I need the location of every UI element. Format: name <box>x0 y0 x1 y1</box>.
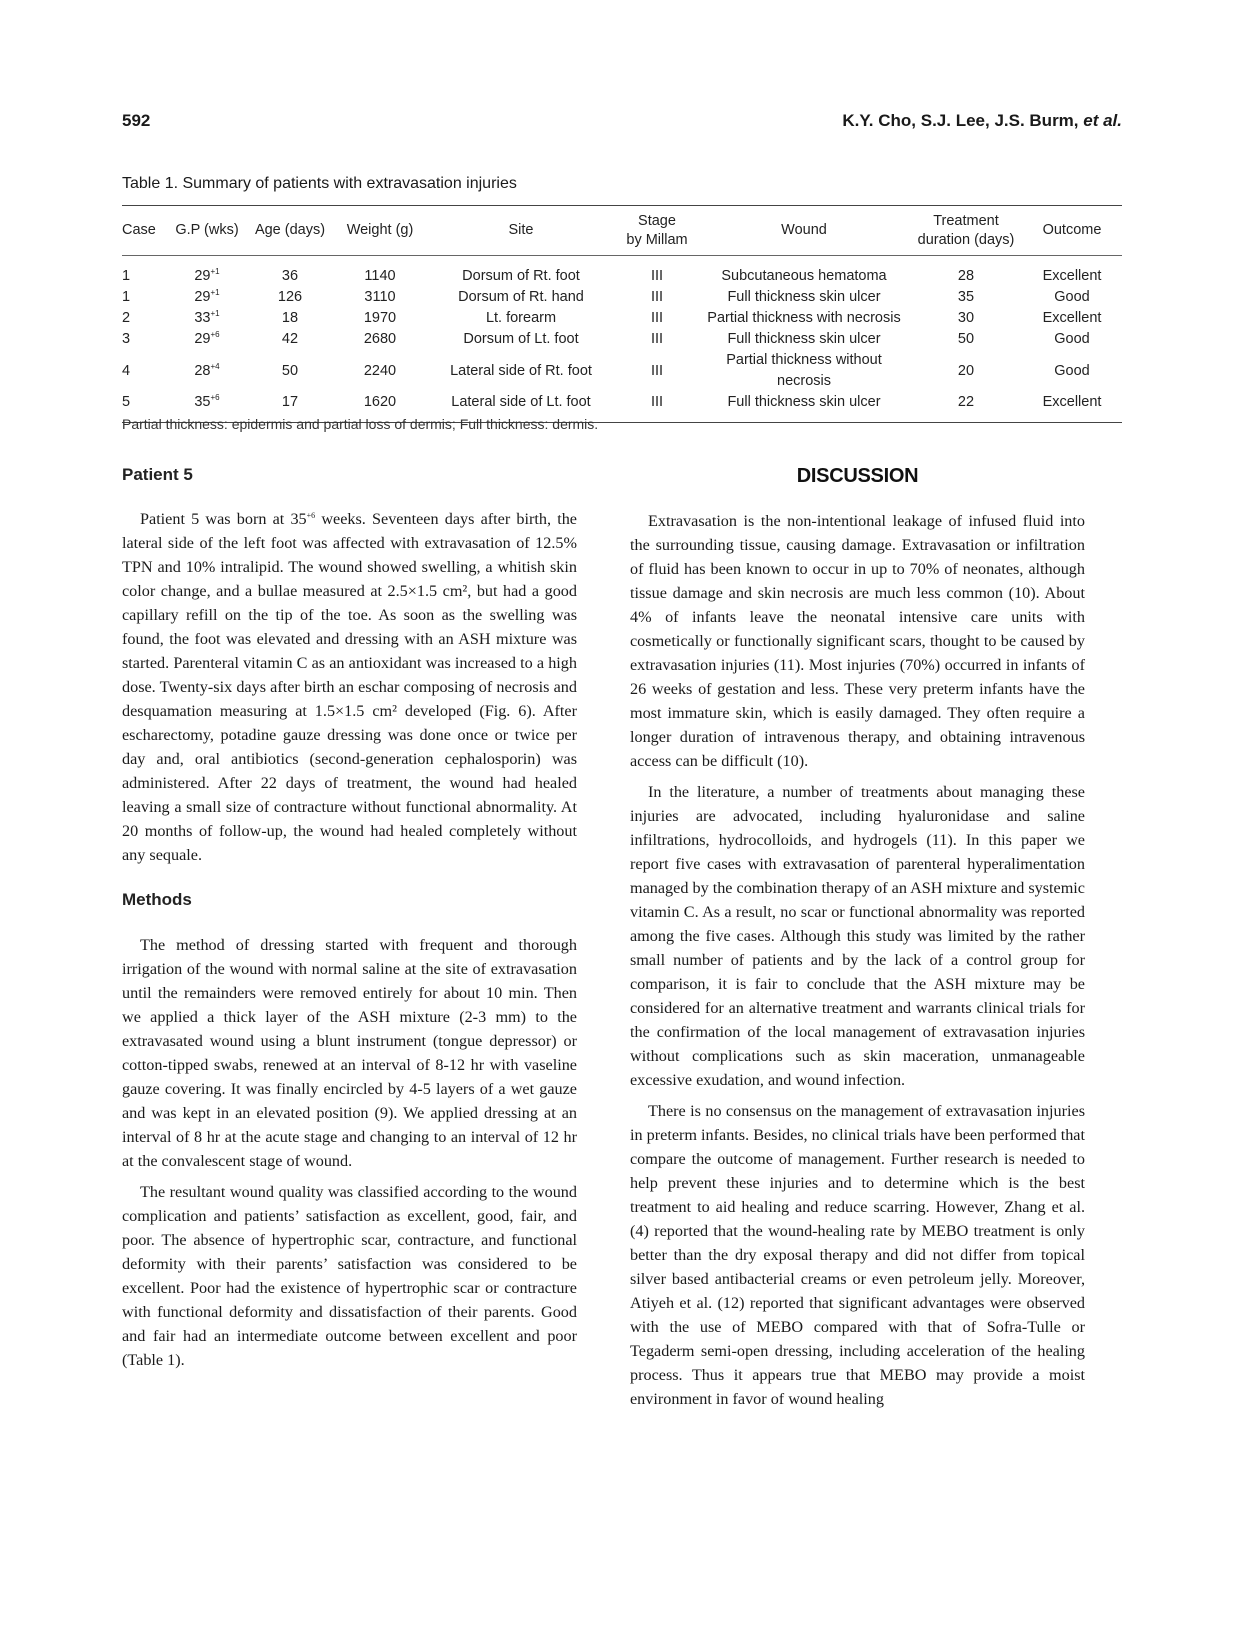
table-row <box>122 287 1122 308</box>
table-cell-duration: 35 <box>957 289 975 305</box>
table-cell-age: 36 <box>281 268 299 284</box>
col-header-wound: Wound <box>781 222 827 238</box>
table-cell-outcome: Excellent <box>1042 268 1102 284</box>
table-cell-wound: Partial thickness without necrosis <box>726 352 882 389</box>
table-cell-age: 126 <box>277 289 303 305</box>
table-cell-gp: $29^{+6}$ <box>194 330 220 347</box>
table-cell-outcome: Good <box>1054 331 1090 347</box>
col-header-case: Case <box>122 222 156 238</box>
table-cell-weight: 1620 <box>363 394 397 410</box>
discussion-paragraph-2: In the literature, a number of treatments about managing these injuries are advocated, including hyaluronidase and saline infiltrations, hydrocolloids, and hydrogels (11). In this paper we report five cases with extravasation of parenteral hyperalimentation managed by the combination therapy of an ASH mixture and systemic vitamin C. As a result, no scar or functional abnormality was reported among the five cases. Although this study was limited by the rather small number of patients and by the lack of a control group for comparison, it is fair to conclude that the ASH mixture may be considered for an alternative treatment and warrants clinical trials for the confirmation of the local management of extravasation injuries without complications such as skin maceration, unmanageable excessive exudation, and wound infection. <box>630 783 1085 1089</box>
patient-table <box>122 205 1122 423</box>
table-row <box>122 329 1122 350</box>
table-caption: Table 1. Summary of patients with extravasation injuries <box>122 175 517 192</box>
discussion-heading: DISCUSSION <box>796 465 919 487</box>
col-header-stage: Stage by Millam <box>626 212 688 248</box>
table-cell-stage: III <box>650 394 664 410</box>
table-cell-outcome: Good <box>1054 362 1090 379</box>
table-cell-duration: 20 <box>957 362 975 379</box>
table-cell-stage: III <box>650 310 664 326</box>
running-head <box>842 111 1122 131</box>
table-cell-weight: 1140 <box>364 268 396 284</box>
table-cell-age: 50 <box>281 362 299 379</box>
table-header-row <box>122 206 1122 256</box>
table-cell-age: 42 <box>281 331 299 347</box>
table-cell-wound: Full thickness skin ulcer <box>727 331 881 347</box>
table-cell-age: 18 <box>281 310 299 326</box>
col-header-weight: Weight (g) <box>346 222 414 238</box>
table-cell-outcome: Excellent <box>1042 394 1102 410</box>
col-header-outcome: Outcome <box>1042 222 1102 238</box>
discussion-paragraph-1: Extravasation is the non-intentional leakage of infused fluid into the surrounding tissue, causing damage. Extravasation or infiltration of fluid has been known to occur in up to 70% of neonates, although tissue damage and skin necrosis are much less common (10). About 4% of infants leave the neonatal intensive care units with cosmetically or functionally significant scars, thought to be caused by extravasation injuries (11). Most injuries (70%) occurred in infants of 26 weeks of gestation and less. These very preterm infants have the most immature skin, which is easily damaged. They often require a longer duration of intravenous therapy, and obtaining intravenous access can be difficult (10). <box>630 512 1085 770</box>
col-header-gp: G.P (wks) <box>175 222 239 238</box>
table-cell-case: 5 <box>122 394 131 410</box>
methods-paragraph-2: The resultant wound quality was classified according to the wound complication and patients’ satisfaction as excellent, good, fair, and poor. The absence of hypertrophic scar, contracture, and functional deformity with their parents’ satisfaction was considered to be excellent. Poor had the existence of hypertrophic scar or contracture with functional deformity and dissatisfaction of their parents. Good and fair had an intermediate outcome between excellent and poor (Table 1). <box>122 1183 577 1369</box>
discussion-paragraph-3: There is no consensus on the management of extravasation injuries in preterm infants. Besides, no clinical trials have been performed that compare the outcome of management. Further research is needed to help prevent these injuries and to determine which is the best treatment to aid healing and reduce scarring. However, Zhang et al. (4) reported that the wound-healing rate by MEBO treatment is only better than the dry exposal therapy and did not differ from topical silver based antibacterial creams or even petroleum jelly. Moreover, Atiyeh et al. (12) reported that significant advantages were observed with the use of MEBO compared with that of Sofra-Tulle or Tegaderm semi-open dressing, including acceleration of the healing process. Thus it appears true that MEBO may provide a moist environment in favor of wound healing <box>630 1102 1085 1408</box>
table-cell-site: Lateral side of Lt. foot <box>451 394 591 410</box>
page-number: 592 <box>122 111 151 130</box>
table-cell-case: 3 <box>122 331 131 347</box>
table-cell-wound: Full thickness skin ulcer <box>727 289 881 305</box>
table-cell-case: 4 <box>122 362 131 379</box>
methods-heading: Methods <box>122 890 192 909</box>
table-cell-case: 1 <box>122 268 131 284</box>
right-column <box>630 465 1085 1411</box>
table-cell-duration: 22 <box>957 394 975 410</box>
left-column <box>122 465 577 1372</box>
table-cell-weight: 2240 <box>363 362 397 379</box>
table-cell-site: Lateral side of Rt. foot <box>450 362 592 379</box>
table-cell-outcome: Excellent <box>1042 310 1102 326</box>
patient5-heading: Patient 5 <box>122 465 193 484</box>
table-cell-gp: $28^{+4}$ <box>194 361 220 379</box>
table-cell-weight: 3110 <box>364 289 396 305</box>
table-cell-weight: 2680 <box>363 331 397 347</box>
col-header-duration: Treatment duration (days) <box>917 212 1015 248</box>
table-cell-case: 2 <box>122 310 131 326</box>
table-cell-gp: $35^{+6}$ <box>194 393 220 410</box>
table-cell-wound: Full thickness skin ulcer <box>727 394 881 410</box>
col-header-age: Age (days) <box>254 222 326 238</box>
table-cell-age: 17 <box>281 394 299 410</box>
table-cell-site: Dorsum of Rt. foot <box>462 268 580 284</box>
table-cell-site: Dorsum of Rt. hand <box>458 289 584 305</box>
methods-paragraph-1: The method of dressing started with frequent and thorough irrigation of the wound with normal saline at the site of extravasation until the remainders were removed entirely for about 10 min. Then we applied a thick layer of the ASH mixture (2-3 mm) to the extravasated wound using a blunt instrument (tongue depressor) or cotton-tipped swabs, renewed at an interval of 8-12 hr with vaseline gauze covering. It was finally encircled by 4-5 layers of a wet gauze and was kept in an elevated position (9). We applied dressing at an interval of 8 hr at the acute stage and changing to an interval of 12 hr at the convalescent stage of wound. <box>122 936 577 1170</box>
table-cell-site: Lt. forearm <box>485 310 557 326</box>
table-row <box>122 256 1122 288</box>
table-row <box>122 350 1122 392</box>
table-cell-duration: 30 <box>957 310 975 326</box>
table-cell-outcome: Good <box>1054 289 1090 305</box>
table-cell-stage: III <box>650 289 664 305</box>
table-cell-stage: III <box>650 331 664 347</box>
table-cell-gp: $29^{+1}$ <box>194 267 220 284</box>
table-cell-gp: $29^{+1}$ <box>194 288 220 305</box>
table-footnote: Partial thickness: epidermis and partial loss of dermis; Full thickness: dermis. <box>122 416 599 432</box>
table-cell-gp: $33^{+1}$ <box>194 309 220 326</box>
table-cell-wound: Subcutaneous hematoma <box>721 268 887 284</box>
table-row <box>122 308 1122 329</box>
table-cell-duration: 28 <box>957 268 975 284</box>
table-cell-weight: 1970 <box>363 310 397 326</box>
table-cell-wound: Partial thickness with necrosis <box>707 310 901 326</box>
running-head-etal: et al. <box>1083 111 1122 130</box>
table-cell-stage: III <box>650 268 664 284</box>
table-cell-site: Dorsum of Lt. foot <box>463 331 579 347</box>
col-header-site: Site <box>508 222 534 238</box>
table-cell-case: 1 <box>122 289 131 305</box>
table-cell-stage: III <box>650 362 664 379</box>
table-cell-duration: 50 <box>957 331 975 347</box>
patient5-paragraph: Patient 5 was born at $35^{+6}$ weeks. Seventeen days after birth, the lateral side of the left foot was affected with extravasation of 12.5% TPN and 10% intralipid. The wound showed swelling, a whitish skin color change, and a bullae measured at 2.5×1.5 cm², but had a good capillary refill on the tip of the toe. As soon as the swelling was found, the foot was elevated and dressing with an ASH mixture was started. Parenteral vitamin C as an antioxidant was increased to a high dose. Twenty-six days after birth an eschar composing of necrosis and desquamation measuring at 1.5×1.5 cm² developed (Fig. 6). After escharectomy, potadine gauze dressing was done once or twice per day and, oral antibiotics (second-generation cephalosporin) was administered. After 22 days of treatment, the wound had healed leaving a small size of contracture without functional abnormality. At 20 months of follow-up, the wound had healed completely without any sequale. <box>122 510 577 864</box>
running-head-authors: K.Y. Cho, S.J. Lee, J.S. Burm, <box>842 111 1084 130</box>
